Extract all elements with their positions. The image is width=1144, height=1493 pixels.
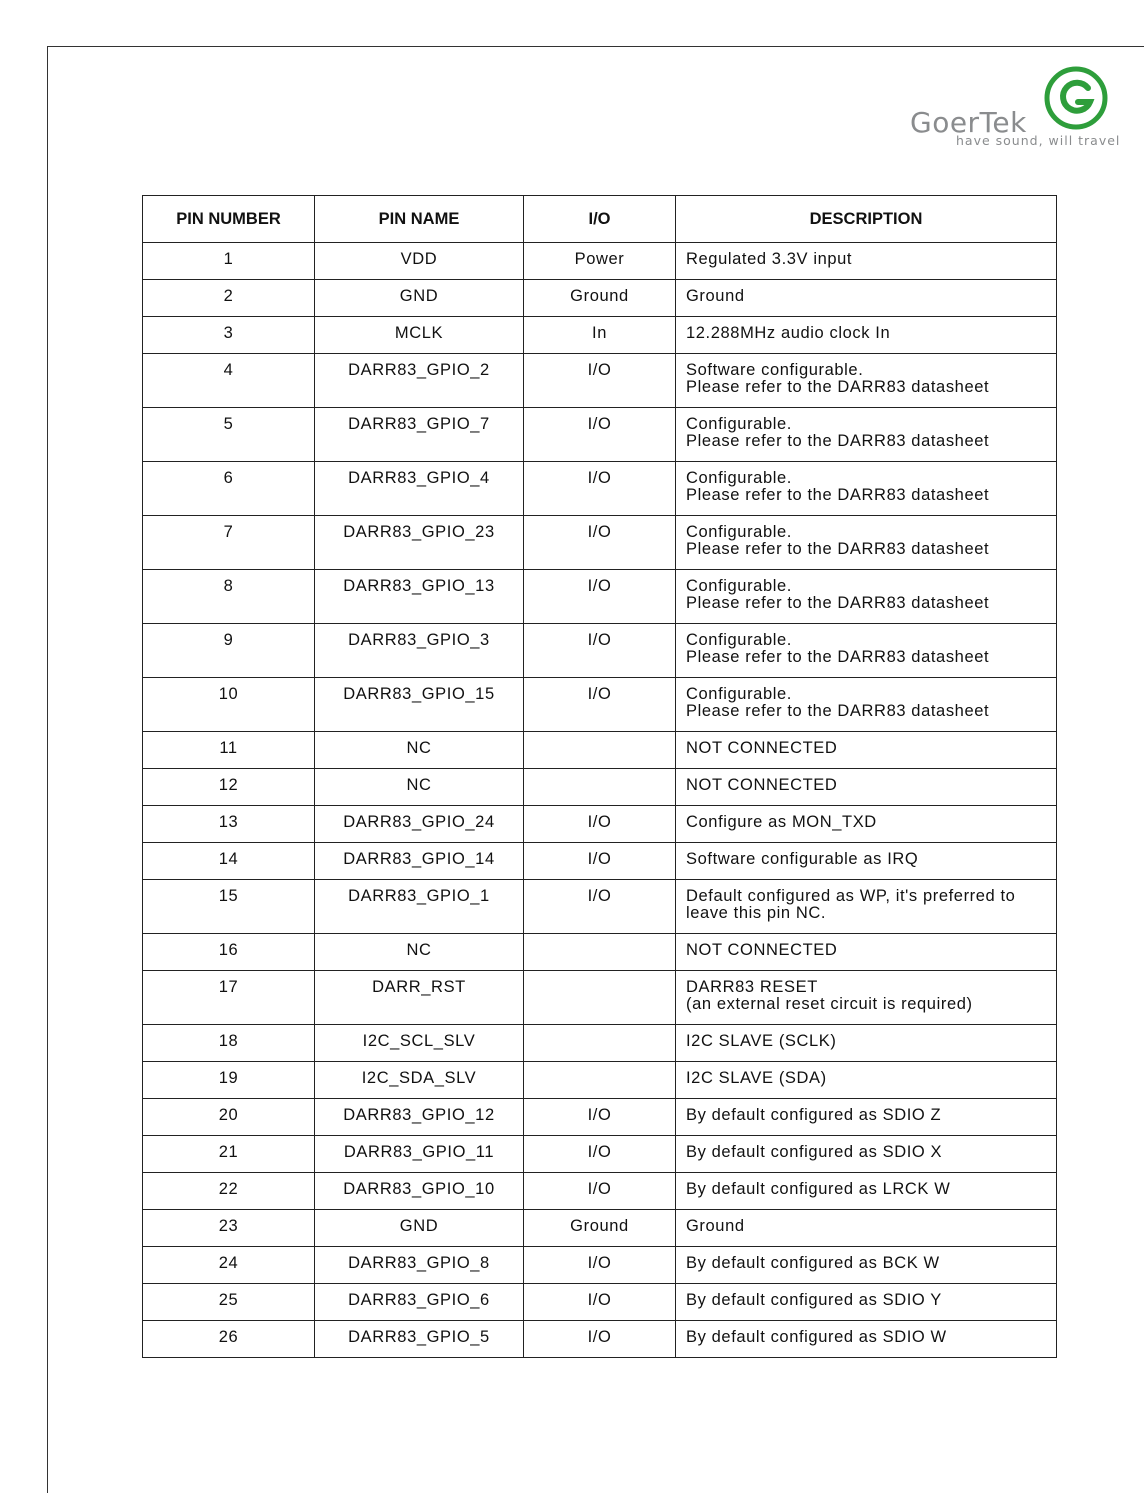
pin-name-cell: GND — [315, 1210, 524, 1247]
header-description: DESCRIPTION — [676, 196, 1057, 243]
pin-name-cell: DARR83_GPIO_3 — [315, 624, 524, 678]
header-io: I/O — [524, 196, 676, 243]
io-cell: I/O — [524, 354, 676, 408]
description-cell: Configurable. Please refer to the DARR83 datasheet — [676, 678, 1057, 732]
table-row — [143, 1284, 1057, 1321]
table-row — [143, 769, 1057, 806]
description-cell: I2C SLAVE (SDA) — [676, 1062, 1057, 1099]
table-row — [143, 880, 1057, 934]
table-row — [143, 934, 1057, 971]
description-cell: By default configured as LRCK W — [676, 1173, 1057, 1210]
description-cell: Configurable. Please refer to the DARR83 datasheet — [676, 516, 1057, 570]
goertek-swirl-icon — [1044, 66, 1108, 130]
table-row — [143, 516, 1057, 570]
io-cell: I/O — [524, 880, 676, 934]
pin-number-cell: 3 — [143, 317, 315, 354]
description-cell: Regulated 3.3V input — [676, 243, 1057, 280]
description-cell: Software configurable. Please refer to the DARR83 datasheet — [676, 354, 1057, 408]
pin-number-cell: 25 — [143, 1284, 315, 1321]
description-cell: Configure as MON_TXD — [676, 806, 1057, 843]
description-cell: NOT CONNECTED — [676, 934, 1057, 971]
pin-number-cell: 15 — [143, 880, 315, 934]
pin-number-cell: 23 — [143, 1210, 315, 1247]
pin-number-cell: 1 — [143, 243, 315, 280]
pin-name-cell: DARR83_GPIO_11 — [315, 1136, 524, 1173]
pin-name-cell: I2C_SCL_SLV — [315, 1025, 524, 1062]
pin-name-cell: MCLK — [315, 317, 524, 354]
pin-rows — [143, 243, 1057, 1358]
pin-name-cell: DARR83_GPIO_7 — [315, 408, 524, 462]
pin-name-cell: DARR83_GPIO_5 — [315, 1321, 524, 1358]
io-cell: I/O — [524, 462, 676, 516]
table-row — [143, 843, 1057, 880]
table-row — [143, 1062, 1057, 1099]
pin-number-cell: 7 — [143, 516, 315, 570]
io-cell: Power — [524, 243, 676, 280]
table-row — [143, 806, 1057, 843]
io-cell: I/O — [524, 1247, 676, 1284]
io-cell — [524, 971, 676, 1025]
pin-number-cell: 14 — [143, 843, 315, 880]
io-cell: Ground — [524, 1210, 676, 1247]
pin-number-cell: 22 — [143, 1173, 315, 1210]
description-cell: DARR83 RESET (an external reset circuit is required) — [676, 971, 1057, 1025]
pin-name-cell: NC — [315, 934, 524, 971]
pin-number-cell: 10 — [143, 678, 315, 732]
table-row — [143, 408, 1057, 462]
io-cell: I/O — [524, 624, 676, 678]
io-cell: I/O — [524, 806, 676, 843]
table-row — [143, 1321, 1057, 1358]
pin-name-cell: DARR_RST — [315, 971, 524, 1025]
pin-number-cell: 4 — [143, 354, 315, 408]
io-cell: I/O — [524, 678, 676, 732]
pin-table — [142, 195, 1057, 1358]
pin-name-cell: DARR83_GPIO_1 — [315, 880, 524, 934]
pin-number-cell: 18 — [143, 1025, 315, 1062]
table-row — [143, 570, 1057, 624]
pin-number-cell: 21 — [143, 1136, 315, 1173]
io-cell: I/O — [524, 1321, 676, 1358]
description-cell: By default configured as BCK W — [676, 1247, 1057, 1284]
description-cell: NOT CONNECTED — [676, 769, 1057, 806]
pin-number-cell: 13 — [143, 806, 315, 843]
table-row — [143, 624, 1057, 678]
table-row — [143, 1099, 1057, 1136]
header-pin-number: PIN NUMBER — [143, 196, 315, 243]
table-row — [143, 243, 1057, 280]
io-cell — [524, 1025, 676, 1062]
logo-text: GoerTek — [910, 106, 1027, 139]
table-row — [143, 1025, 1057, 1062]
pin-name-cell: NC — [315, 769, 524, 806]
pin-name-cell: DARR83_GPIO_4 — [315, 462, 524, 516]
pin-name-cell: DARR83_GPIO_14 — [315, 843, 524, 880]
io-cell — [524, 769, 676, 806]
io-cell: I/O — [524, 1099, 676, 1136]
pin-name-cell: DARR83_GPIO_15 — [315, 678, 524, 732]
io-cell — [524, 1062, 676, 1099]
io-cell: I/O — [524, 408, 676, 462]
pin-number-cell: 20 — [143, 1099, 315, 1136]
description-cell: By default configured as SDIO W — [676, 1321, 1057, 1358]
description-cell: By default configured as SDIO Y — [676, 1284, 1057, 1321]
description-cell: Software configurable as IRQ — [676, 843, 1057, 880]
table-row — [143, 971, 1057, 1025]
description-cell: Ground — [676, 280, 1057, 317]
pin-name-cell: DARR83_GPIO_12 — [315, 1099, 524, 1136]
table-row — [143, 1247, 1057, 1284]
io-cell: In — [524, 317, 676, 354]
pin-name-cell: DARR83_GPIO_13 — [315, 570, 524, 624]
pin-name-cell: DARR83_GPIO_2 — [315, 354, 524, 408]
table-row — [143, 732, 1057, 769]
io-cell — [524, 732, 676, 769]
description-cell: 12.288MHz audio clock In — [676, 317, 1057, 354]
pin-name-cell: I2C_SDA_SLV — [315, 1062, 524, 1099]
description-cell: Configurable. Please refer to the DARR83 datasheet — [676, 408, 1057, 462]
table-row — [143, 354, 1057, 408]
description-cell: Default configured as WP, it's preferred to leave this pin NC. — [676, 880, 1057, 934]
description-cell: Configurable. Please refer to the DARR83 datasheet — [676, 570, 1057, 624]
io-cell: I/O — [524, 1173, 676, 1210]
description-cell: Configurable. Please refer to the DARR83 datasheet — [676, 462, 1057, 516]
pin-name-cell: DARR83_GPIO_6 — [315, 1284, 524, 1321]
description-cell: By default configured as SDIO Z — [676, 1099, 1057, 1136]
table-row — [143, 1173, 1057, 1210]
pin-number-cell: 24 — [143, 1247, 315, 1284]
io-cell: I/O — [524, 570, 676, 624]
header-pin-name: PIN NAME — [315, 196, 524, 243]
pin-name-cell: VDD — [315, 243, 524, 280]
description-cell: NOT CONNECTED — [676, 732, 1057, 769]
pin-name-cell: GND — [315, 280, 524, 317]
io-cell: I/O — [524, 1136, 676, 1173]
table-row — [143, 280, 1057, 317]
pin-number-cell: 17 — [143, 971, 315, 1025]
pin-number-cell: 5 — [143, 408, 315, 462]
pin-number-cell: 8 — [143, 570, 315, 624]
pin-number-cell: 26 — [143, 1321, 315, 1358]
pin-name-cell: NC — [315, 732, 524, 769]
pin-number-cell: 2 — [143, 280, 315, 317]
table-row — [143, 678, 1057, 732]
pin-name-cell: DARR83_GPIO_8 — [315, 1247, 524, 1284]
io-cell: I/O — [524, 1284, 676, 1321]
pin-name-cell: DARR83_GPIO_23 — [315, 516, 524, 570]
pin-name-cell: DARR83_GPIO_10 — [315, 1173, 524, 1210]
pin-number-cell: 9 — [143, 624, 315, 678]
description-cell: Configurable. Please refer to the DARR83 datasheet — [676, 624, 1057, 678]
pin-number-cell: 16 — [143, 934, 315, 971]
goertek-logo — [908, 66, 1121, 156]
pin-number-cell: 6 — [143, 462, 315, 516]
io-cell: Ground — [524, 280, 676, 317]
io-cell — [524, 934, 676, 971]
pin-number-cell: 11 — [143, 732, 315, 769]
io-cell: I/O — [524, 843, 676, 880]
pin-name-cell: DARR83_GPIO_24 — [315, 806, 524, 843]
table-row — [143, 1136, 1057, 1173]
pin-number-cell: 19 — [143, 1062, 315, 1099]
description-cell: I2C SLAVE (SCLK) — [676, 1025, 1057, 1062]
table-header-row — [143, 196, 1057, 243]
description-cell: Ground — [676, 1210, 1057, 1247]
description-cell: By default configured as SDIO X — [676, 1136, 1057, 1173]
table-row — [143, 317, 1057, 354]
logo-tagline: have sound, will travel — [956, 133, 1121, 148]
table-row — [143, 462, 1057, 516]
pin-number-cell: 12 — [143, 769, 315, 806]
table-row — [143, 1210, 1057, 1247]
io-cell: I/O — [524, 516, 676, 570]
